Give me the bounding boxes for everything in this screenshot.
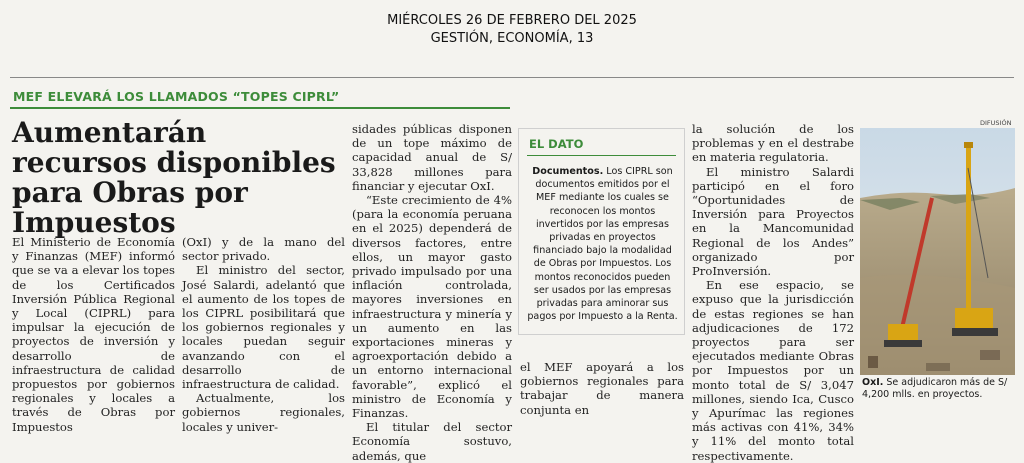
- column-3: [352, 122, 512, 463]
- section-page: GESTIÓN, ECONOMÍA, 13: [430, 31, 594, 46]
- column-2: [182, 235, 345, 434]
- column-1: [12, 235, 175, 434]
- box-body: Los CIPRL son documentos emitidos por el MEF mediante los cuales se reconocen los montos invertidos por las empresas privadas en proyectos financiado bajo la modalidad de Obras por Impuestos. Los montos reconocidos pueden ser usados por las empresas privadas para aminorar sus pagos por Impuesto a la Renta.: [527, 166, 678, 323]
- caption-lead: OxI.: [862, 377, 884, 388]
- column-4: [520, 360, 684, 417]
- paragraph: El ministro del sector, José Salardi, adelantó que el aumento de los topes de los CIPRL posibilitará que los gobiernos regionales y locales puedan seguir avanzando con el desarrollo de infraestructura de calidad.: [182, 263, 345, 392]
- paragraph: El titular del sector Economía sostuvo, además, que: [352, 420, 512, 463]
- paragraph: “Este crecimiento de 4% (para la economía peruana en el 2025) dependerá de diversos factores, entre ellos, un mayor gasto privado impulsado por una inflación controlada, mayores inversiones en infraestructura y minería y un aumento en las exportaciones mineras y agroexportación debido a un entorno internacional favorable”, explicó el ministro de Economía y Finanzas.: [352, 193, 512, 421]
- date-text: MIÉRCOLES 26 DE FEBRERO DEL 2025: [387, 13, 637, 28]
- box-rule: [527, 155, 676, 156]
- photo-credit: DIFUSIÓN: [980, 119, 1012, 127]
- paragraph: sidades públicas disponen de un tope máximo de capacidad anual de S/ 33,828 millones para financiar y ejecutar OxI.: [352, 122, 512, 193]
- paragraph: (OxI) y de la mano del sector privado.: [182, 235, 345, 264]
- el-dato-box: [518, 128, 685, 335]
- box-title: EL DATO: [529, 137, 584, 151]
- kicker-rule: [10, 107, 510, 109]
- paragraph: la solución de los problemas y en el destrabe en materia regulatoria.: [692, 122, 854, 165]
- construction-photo: [860, 128, 1015, 375]
- column-5: [692, 122, 854, 463]
- box-text: [527, 165, 678, 323]
- paragraph: El Ministerio de Economía y Finanzas (MEF) informó que se va a elevar los topes de los Certificados Inversión Pública Regional y Local (CIPRL) para impulsar la ejecución de proyectos de inversión y desarrollo de infraestructura de calidad propuestos por gobiernos regionales y locales a través de Obras por Impuestos: [12, 235, 175, 434]
- kicker: MEF ELEVARÁ LOS LLAMADOS “TOPES CIPRL”: [13, 89, 340, 104]
- box-lead: Documentos.: [532, 166, 604, 177]
- top-rule: [10, 77, 1014, 78]
- caption-text: Se adjudicaron más de S/ 4,200 mlls. en proyectos.: [862, 377, 1008, 400]
- paragraph: el MEF apoyará a los gobiernos regionales para trabajar de manera conjunta en: [520, 360, 684, 417]
- paragraph: Actualmente, los gobiernos regionales, locales y univer-: [182, 391, 345, 434]
- paragraph: El ministro Salardi participó en el foro “Oportunidades de Inversión para Proyectos en la Mancomunidad Regional de los Andes” organizado por ProInversión.: [692, 164, 854, 279]
- photo-caption: [862, 377, 1018, 401]
- headline: Aumentarán recursos disponibles para Obras por Impuestos: [12, 116, 336, 239]
- paragraph: En ese espacio, se expuso que la jurisdicción de estas regiones se han adjudicaciones de 172 proyectos para ser ejecutados mediante Obras por Impuestos por un monto total de S/ 3,047 millones, siendo Ica, Cusco y Apurímac las regiones más activas con 41%, 34% y 11% del monto total respectivamente.: [692, 278, 854, 463]
- dateline: [0, 12, 1024, 48]
